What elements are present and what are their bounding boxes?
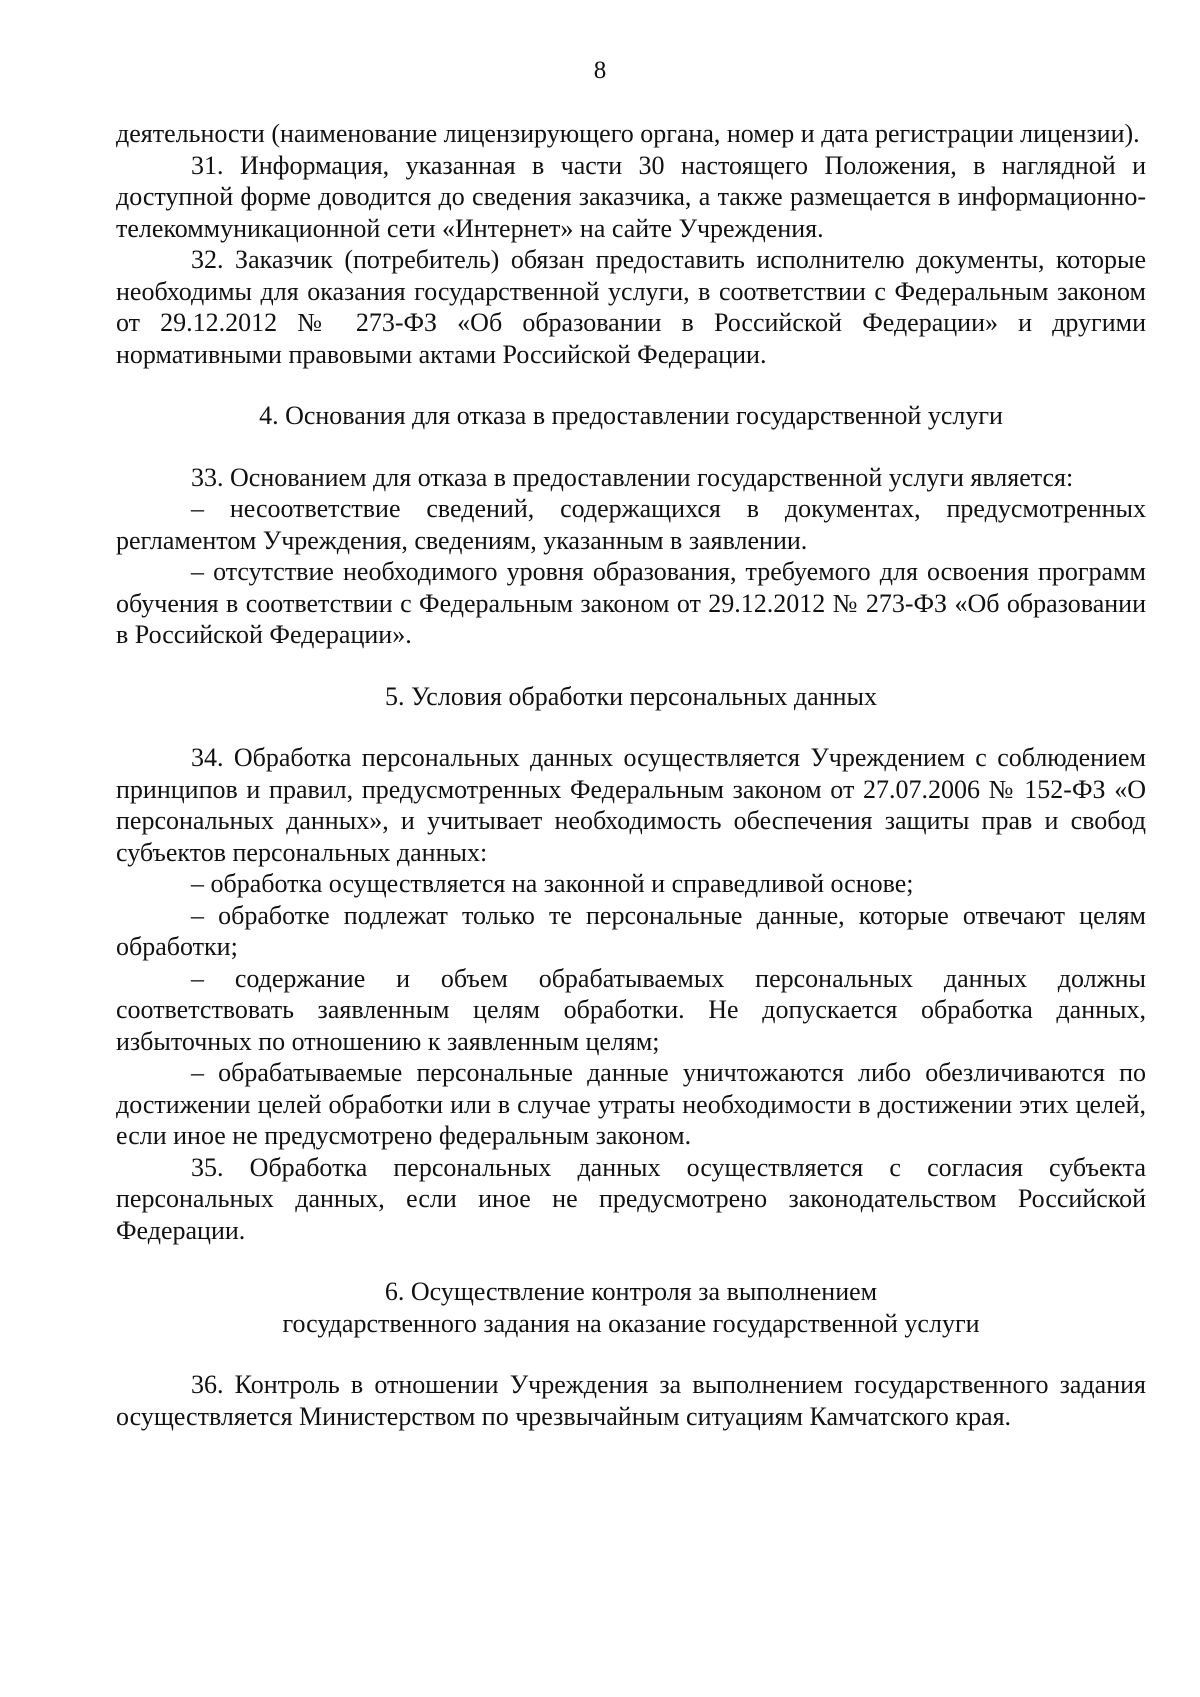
- list-item: – обработке подлежат только те персональные данные, которые отвечают целям обработки;: [116, 900, 1146, 961]
- paragraph-36: 36. Контроль в отношении Учреждения за выполнением государственного задания осуществляется Министерством по чрезвычайным ситуациям Камчатского края.: [116, 1370, 1146, 1431]
- paragraph-continuation: деятельности (наименование лицензирующего органа, номер и дата регистрации лицензии).: [116, 119, 1140, 148]
- list-item: – содержание и объем обрабатываемых персональных данных должны соответствовать заявленным целям обработки. Не допускается обработка данных, избыточных по отношению к заявленным целям;: [116, 963, 1146, 1056]
- list-item: – несоответствие сведений, содержащихся в документах, предусмотренных регламентом Учреждения, сведениям, указанным в заявлении.: [116, 494, 1146, 555]
- list-item: – обрабатываемые персональные данные уничтожаются либо обезличиваются по достижении целей обработки или в случае утраты необходимости в достижении этих целей, если иное не предусмотрено федеральным законом.: [116, 1058, 1146, 1150]
- section-heading-5: 5. Условия обработки персональных данных: [385, 681, 877, 711]
- section-heading-4: 4. Основания для отказа в предоставлении государственной услуги: [259, 401, 1003, 430]
- document-body: [116, 118, 1146, 1432]
- section-heading-6-line-2: государственного задания на оказание государственной услуги: [282, 1308, 980, 1338]
- paragraph-33: 33. Основанием для отказа в предоставлении государственной услуги является:: [191, 462, 1074, 492]
- paragraph-31: 31. Информация, указанная в части 30 настоящего Положения, в наглядной и доступной форме доводится до сведения заказчика, а также размещается в информационно-телекоммуникационной сети «Интернет» на сайте Учреждения.: [116, 150, 1146, 243]
- list-item: – обработка осуществляется на законной и справедливой основе;: [191, 869, 914, 898]
- section-heading-6-line-1: 6. Осуществление контроля за выполнением: [384, 1277, 878, 1306]
- list-item: – отсутствие необходимого уровня образования, требуемого для освоения программ обучения в соответствии с Федеральным законом от 29.12.2012 № 273-ФЗ «Об образовании в Российской Федерации».: [116, 557, 1146, 649]
- page-number: 8: [593, 57, 607, 84]
- paragraph-32: 32. Заказчик (потребитель) обязан предоставить исполнителю документы, которые необходимы для оказания государственной услуги, в соответствии с Федеральным законом от 29.12.2012 № 273-ФЗ «Об образовании в Российской Федерации» и другими нормативными правовыми актами Российской Федерации.: [116, 245, 1146, 369]
- paragraph-34: 34. Обработка персональных данных осуществляется Учреждением с соблюдением принципов и правил, предусмотренных Федеральным законом от 27.07.2006 № 152-ФЗ «О персональных данных», и учитывает необходимость обеспечения защиты прав и свобод субъектов персональных данных:: [116, 743, 1146, 867]
- paragraph-35: 35. Обработка персональных данных осуществляется с согласия субъекта персональных данных, если иное не предусмотрено законодательством Российской Федерации.: [116, 1152, 1146, 1245]
